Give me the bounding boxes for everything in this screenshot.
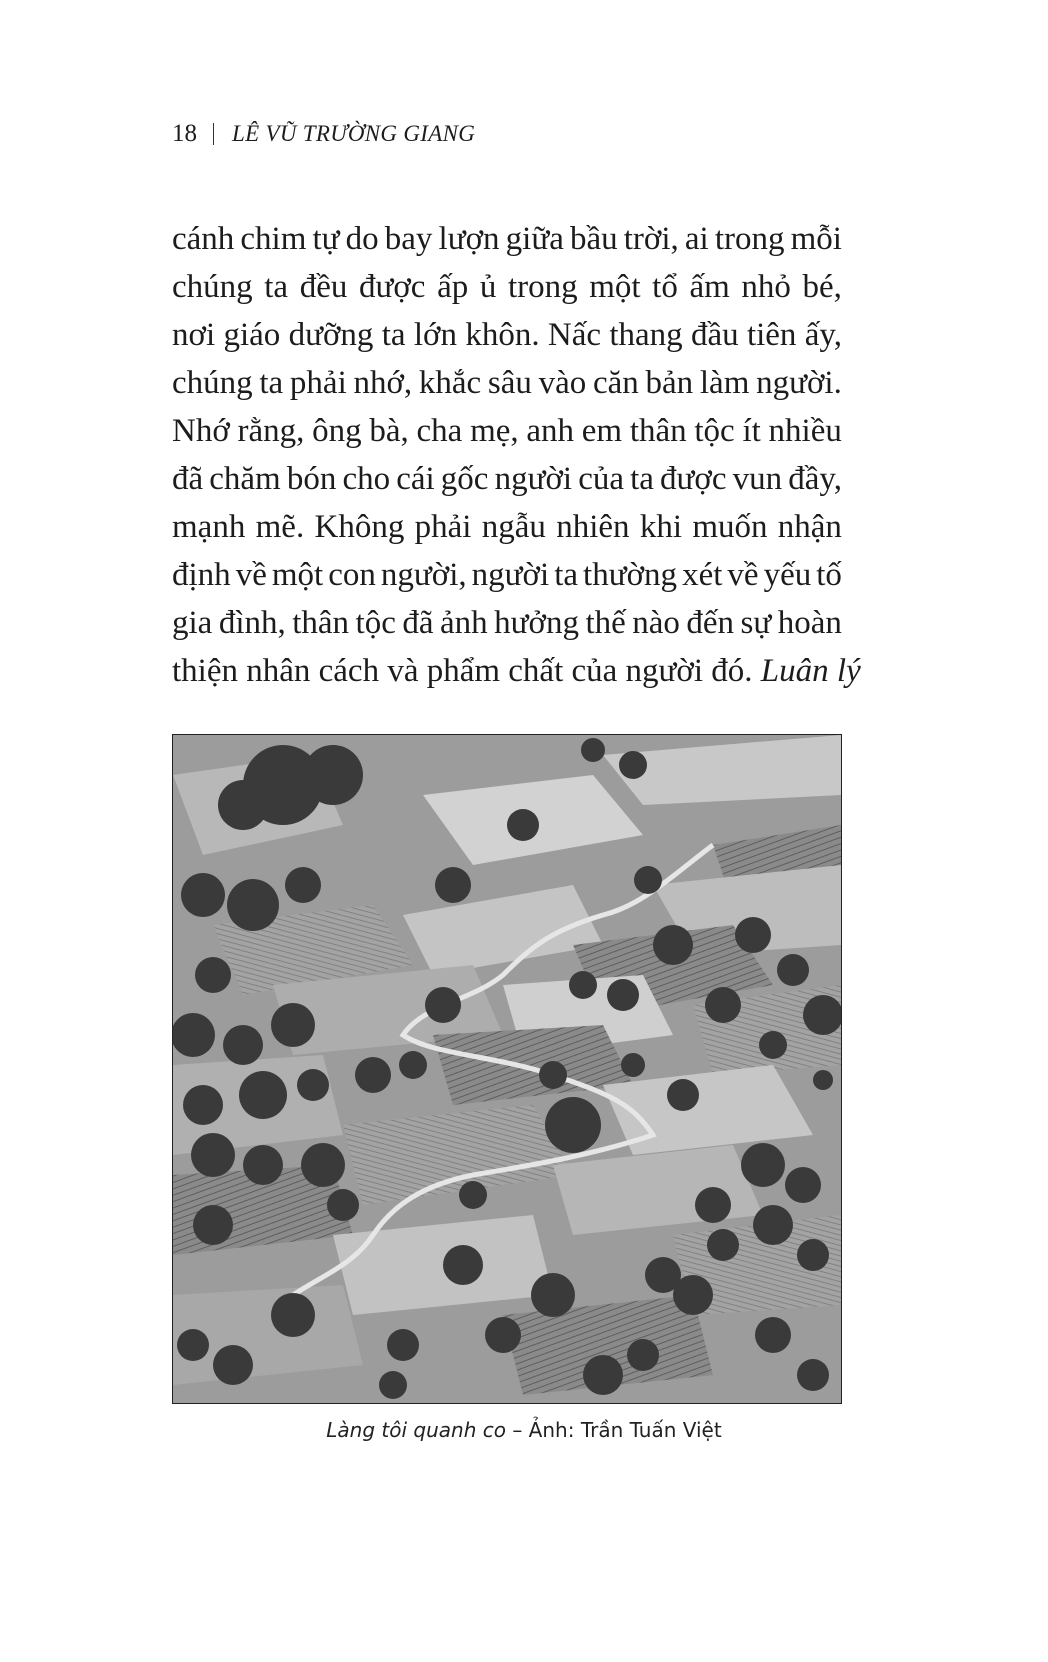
word: người, xyxy=(380,557,467,593)
text-line xyxy=(172,407,842,455)
word: trong xyxy=(507,269,578,305)
word: trong xyxy=(714,221,785,257)
word: đầu xyxy=(690,317,739,353)
word: ngẫu xyxy=(481,509,546,545)
word: vào xyxy=(538,365,587,401)
word: ấm xyxy=(689,269,730,305)
word: ai xyxy=(684,221,709,257)
text-line xyxy=(172,359,842,407)
word: cái xyxy=(396,461,435,497)
word: bay xyxy=(384,221,433,257)
word: định xyxy=(172,557,231,593)
caption-title: Làng tôi quanh co xyxy=(326,1418,506,1442)
word: hoàn xyxy=(777,605,842,641)
word: người xyxy=(494,461,573,497)
word: anh xyxy=(526,413,575,449)
word: mạnh xyxy=(172,509,246,545)
word: nhỏ xyxy=(741,269,791,305)
word: ta xyxy=(259,365,284,401)
body-text xyxy=(172,215,861,695)
word: bầu xyxy=(569,221,618,257)
caption-credit: – Ảnh: Trần Tuấn Việt xyxy=(505,1418,722,1442)
word: tộc xyxy=(355,605,396,641)
header-divider xyxy=(213,123,214,145)
word: nào xyxy=(632,605,680,641)
text-line xyxy=(172,263,842,311)
word: cha xyxy=(416,413,463,449)
page-number: 18 xyxy=(172,120,197,147)
word: ta xyxy=(630,461,654,497)
text-line xyxy=(172,503,842,551)
word: tiên xyxy=(746,317,797,353)
word: khi xyxy=(639,509,683,545)
last-line-text: thiện nhân cách và phẩm chất của người đó. xyxy=(172,653,753,689)
text-line xyxy=(172,311,842,359)
text-line xyxy=(172,455,842,503)
word: ít xyxy=(742,413,761,449)
word: đến xyxy=(686,605,735,641)
word: rằng, xyxy=(237,413,305,449)
word: Không xyxy=(314,509,405,545)
word: bé, xyxy=(802,269,842,305)
author-name: LÊ VŨ TRƯỜNG GIANG xyxy=(232,121,476,146)
word: cho xyxy=(342,461,391,497)
word: dưỡng xyxy=(288,317,374,353)
word: khắc xyxy=(418,365,482,401)
word: giữa xyxy=(505,221,564,257)
word: ta xyxy=(381,317,406,353)
word: trời, xyxy=(623,221,679,257)
word: sâu xyxy=(487,365,532,401)
text-line xyxy=(172,215,842,263)
word: đã xyxy=(402,605,434,641)
word: giáo xyxy=(223,317,281,353)
word: lượn xyxy=(438,221,500,257)
word: nơi xyxy=(172,317,216,353)
text-line-last xyxy=(172,647,861,695)
word: tộc xyxy=(694,413,735,449)
word: thân xyxy=(292,605,350,641)
word: tự xyxy=(312,221,340,257)
last-line-italic: Luân lý xyxy=(760,653,861,689)
word: Nhớ xyxy=(172,413,230,449)
word: đình, xyxy=(218,605,286,641)
word: sự xyxy=(740,605,772,641)
word: gia xyxy=(172,605,213,641)
word: bản xyxy=(645,365,694,401)
word: cánh xyxy=(172,221,235,257)
word: ông xyxy=(312,413,362,449)
word: hưởng xyxy=(494,605,579,641)
word: ta xyxy=(264,269,289,305)
word: một xyxy=(589,269,641,305)
word: mẽ. xyxy=(255,509,305,545)
word: thế xyxy=(585,605,626,641)
word: làm xyxy=(699,365,750,401)
word: ủ xyxy=(479,269,497,305)
word: nhiều xyxy=(768,413,842,449)
word: ảnh xyxy=(439,605,488,641)
word: thang xyxy=(609,317,683,353)
word: nhớ, xyxy=(353,365,413,401)
word: ấy, xyxy=(804,317,842,353)
word: căn xyxy=(593,365,639,401)
word: mỗi xyxy=(790,221,842,257)
word: đã xyxy=(172,461,204,497)
word: yếu xyxy=(763,557,812,593)
text-line xyxy=(172,599,842,647)
word: chăm xyxy=(209,461,281,497)
word: con xyxy=(328,557,376,593)
word: một xyxy=(271,557,324,593)
word: Nấc xyxy=(547,317,602,353)
word: được xyxy=(660,461,727,497)
word: bà, xyxy=(369,413,409,449)
word: đều xyxy=(299,269,348,305)
landscape-photo xyxy=(172,734,842,1404)
word: xét xyxy=(682,557,723,593)
word: do xyxy=(345,221,379,257)
word: ta xyxy=(554,557,579,593)
word: phải xyxy=(414,509,472,545)
word: bón xyxy=(286,461,337,497)
word: lớn xyxy=(413,317,457,353)
word: đầy, xyxy=(788,461,842,497)
word: nhận xyxy=(777,509,842,545)
word: về xyxy=(235,557,267,593)
word: muốn xyxy=(692,509,768,545)
word: em xyxy=(581,413,623,449)
word: người. xyxy=(756,365,842,401)
word: chúng xyxy=(172,365,253,401)
word: vun xyxy=(732,461,783,497)
word: mẹ, xyxy=(470,413,519,449)
landscape-photo-image xyxy=(173,735,841,1403)
word: ấp xyxy=(437,269,469,305)
word: gốc xyxy=(440,461,489,497)
word: được xyxy=(358,269,426,305)
word: thường xyxy=(583,557,678,593)
word: về xyxy=(727,557,759,593)
word: thân xyxy=(629,413,687,449)
photo-caption xyxy=(0,1418,1048,1442)
word: người xyxy=(471,557,550,593)
word: tổ xyxy=(652,269,678,305)
word: nhiên xyxy=(556,509,630,545)
word: chúng xyxy=(172,269,253,305)
word: của xyxy=(578,461,624,497)
word: chim xyxy=(240,221,307,257)
word: tố xyxy=(816,557,842,593)
running-header xyxy=(172,120,475,148)
word: khôn. xyxy=(465,317,540,353)
text-line xyxy=(172,551,842,599)
word: phải xyxy=(289,365,347,401)
